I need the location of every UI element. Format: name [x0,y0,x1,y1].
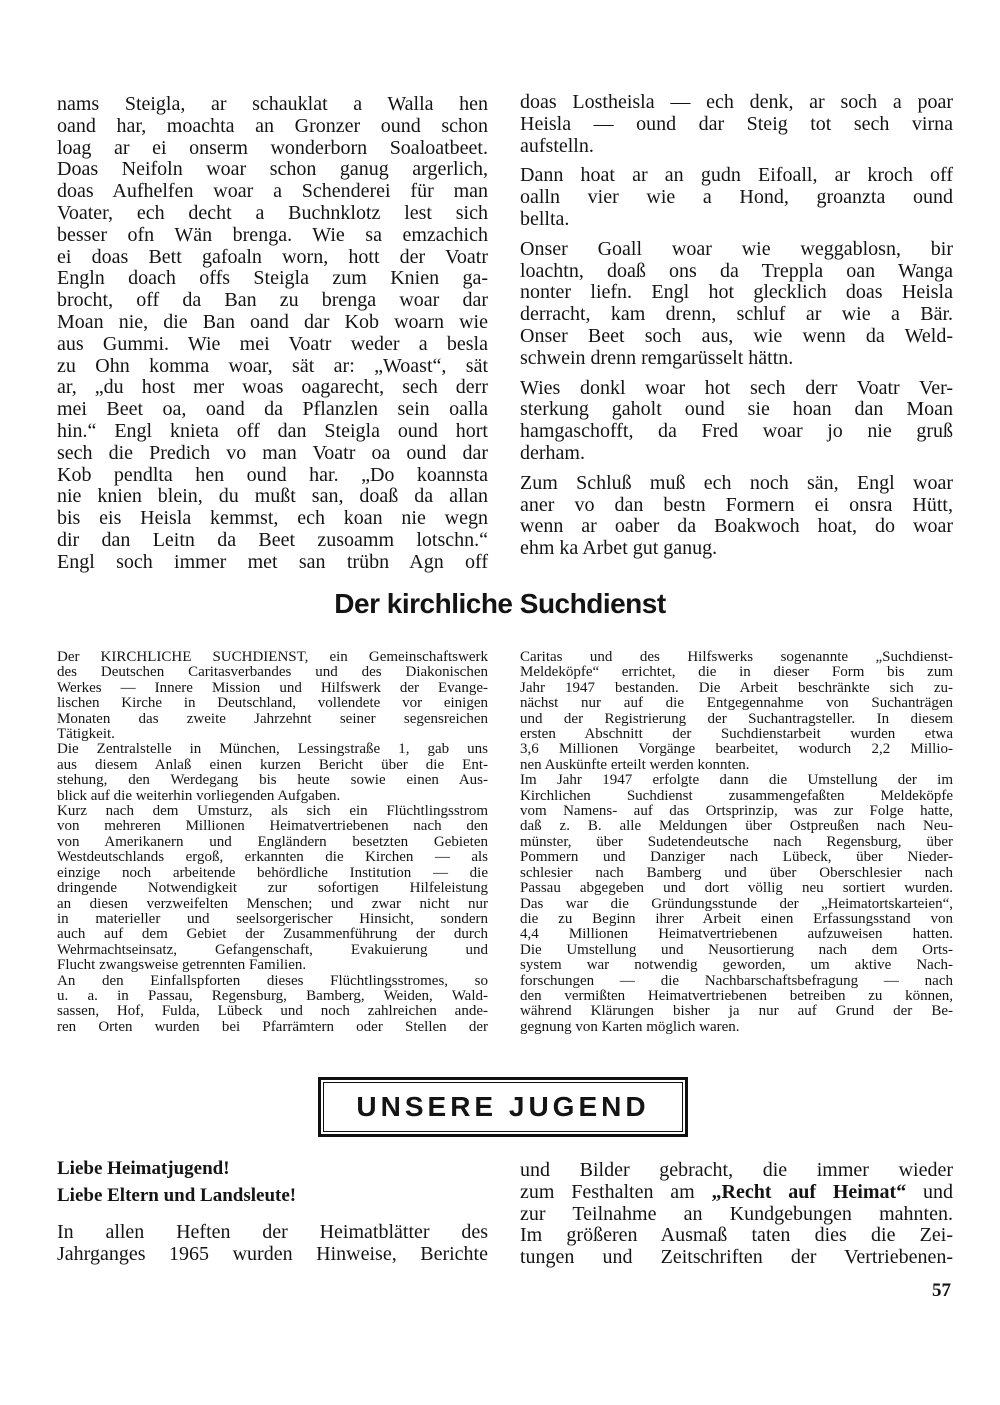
text-line: Voater, ech decht a Buchnklotz lest sich [57,201,488,224]
text-line: Kirchlichen Suchdienst zusammengefaßten Meldeköpfe [520,787,953,804]
paragraph [520,165,953,230]
paragraph [520,473,953,560]
greeting-heading: Liebe Eltern und Landsleute! [57,1185,297,1206]
text-line: sassen, Hof, Fulda, Lübeck und noch zahlreichen ande- [57,1003,488,1020]
paragraph [57,804,488,973]
text-line: in materieller und seelsorgerischer Hinsicht, sondern [57,910,488,927]
text-line: aus Gummi. Wie mei Voatr weder a besla [57,332,488,355]
text-line: Werkes — Innere Mission und Hilfswerk der Evange- [57,679,488,696]
text-line: ehm ka Arbet gut ganug. [520,537,718,560]
text-line: ren Orten wurden bei Pfarrämtern oder Stellen der [57,1018,488,1035]
text-line: oalln vier wie a Hond, groanzta ound [520,186,953,209]
text-line: dringende Notwendigkeit zur sofortigen Hilfeleistung [57,880,488,897]
paragraph [57,1222,488,1266]
text-line: doas Lostheisla — ech denk, ar soch a poar [520,91,953,113]
text-line: 3,6 Millionen Vorgänge bearbeitet, wodurch 2,2 Millio- [520,741,953,758]
text-line: Flucht zwangsweise getrennten Familien. [57,957,307,974]
text-line: An den Einfallspforten dieses Flüchtlingsstromes, so [57,972,488,989]
text-line: des Deutschen Caritasverbandes und des Diakonischen [57,664,488,681]
text-line: Moan nie, die Ban oand dar Kob woarn wie [57,310,488,333]
text-fragment: zum Festhalten am [520,1180,712,1203]
text-line: hamgaschofft, da Fred woar jo nie gruß [520,420,953,443]
text-line: ei doas Bett gafoaln worn, hott der Voatr [57,245,488,268]
emphasis-text: „Recht auf Heimat“ [711,1180,907,1203]
text-line: schlesier nach Bamberg und über Oberschlesier nach [520,864,953,881]
paragraph [57,94,488,574]
text-line: Die Umstellung und Neusortierung nach dem Orts- [520,941,953,958]
text-line: nächst nur auf die Entgegennahme von Suchanträgen [520,695,953,712]
text-line: münster, über Sudetendeutsche nach Regensburg, über [520,833,953,850]
text-line: daß z. B. alle Meldungen über Ostpreußen nach Neu- [520,818,953,835]
text-line: wenn ar oaber da Boakwoch hoat, do woar [520,515,953,538]
paragraph [57,742,488,804]
text-line: nams Steigla, ar schauklat a Walla hen [57,93,488,115]
text-line: derracht, kam drenn, schluf ar wie a Bär. [520,303,953,326]
text-line: während Klärungen bisher ja nur auf Grund der Be- [520,1003,953,1020]
text-line: Meldeköpfe“ errichtet, die in dieser Form bis zum [520,664,953,681]
text-line: stehung, den Werdegang bis heute sowie einen Aus- [57,772,488,789]
suchdienst-left-column [57,650,488,1035]
text-line: und Bilder gebracht, die immer wieder [520,1159,953,1181]
text-line: besser ofn Wän brenga. Wie sa emzachich [57,223,488,246]
text-line: Jahrganges 1965 wurden Hinweise, Berichte [57,1242,488,1265]
text-line: an diesen verzweifelten Menschen; und zwar nicht nur [57,895,488,912]
text-line: In allen Heften der Heimatblätter des [57,1221,488,1243]
paragraph [520,92,953,157]
paragraph [520,239,953,370]
text-line: Westdeutschlands ergoß, erkannten die Kirchen — als [57,849,488,866]
text-line: bis eis Heisla kemmst, ech koan nie wegn [57,507,488,530]
text-line: Kurz nach dem Umsturz, als sich ein Flüchtlingsstrom [57,803,488,820]
text-line: ersten Abschnitt der Suchdienstarbeit wurden etwa [520,726,953,743]
paragraph [520,773,953,1035]
text-line: Passau abgegeben und dort völlig neu sortiert wurden. [520,880,953,897]
jugend-right-column [520,1160,953,1269]
text-fragment: und [906,1180,954,1203]
text-line: zu Ohn komma woar, sät ar: „Woast“, sät [57,354,488,377]
text-line: doas Aufhelfen woar a Schenderei für man [57,180,488,203]
text-line: nonter liefn. Engl hot glecklich doas Heisla [520,281,953,304]
text-line: schwein drenn remgarüsselt hättn. [520,346,794,369]
text-line: Onser Goall woar wie weggablosn, bir [520,237,953,260]
suchdienst-right-column [520,650,953,1035]
text-line: von mehreren Millionen Heimatvertriebenen nach den [57,818,488,835]
section-banner-text: UNSERE JUGEND [356,1091,650,1122]
text-line: zur Teilnahme an Kundgebungen mahnten. [520,1202,953,1225]
text-line: tungen und Zeitschriften der Vertriebenen- [520,1246,953,1269]
text-line: Engln doach offs Steigla zum Knien ga- [57,267,488,290]
text-line: Kob pendlta hen ound har. „Do koannsta [57,463,488,486]
paragraph [520,650,953,773]
text-line: Engl soch immer met san trübn Agn off [57,550,488,573]
text-line: Pommern und Danziger nach Lübeck, über Nieder- [520,849,953,866]
text-line: bellta. [520,207,570,230]
article-title: Der kirchliche Suchdienst [334,588,666,619]
text-line: Dann hoat ar an gudn Eifoall, ar kroch off [520,164,953,187]
dialect-story-left-column [57,94,488,582]
text-line: Heisla — ound dar Steig tot sech virna [520,112,953,135]
text-line: Monaten das zweite Jahrzehnt seiner segensreichen [57,710,488,727]
text-line: Der KIRCHLICHE SUCHDIENST, ein Gemeinschaftswerk [57,649,488,665]
text-line: derham. [520,441,585,464]
paragraph [520,378,953,465]
text-line: dir dan Leitn da Beet zusoamm lotschn.“ [57,528,488,551]
text-line: den vermißten Heimatvertriebenen betreiben zu können, [520,987,953,1004]
text-line: 4,4 Millionen Heimatvertriebenen aufzuweisen hatten. [520,926,953,943]
paragraph [57,974,488,1036]
text-line: system war notwendig geworden, um aktive Nach- [520,957,953,974]
section-banner [318,1077,688,1137]
text-line [520,1182,953,1204]
text-line: forschungen — die Nachbarschaftsbefragung — nach [520,972,953,989]
text-line: nen Auskünfte erteilt werden konnten. [520,756,750,773]
text-line: Zum Schluß muß ech noch sän, Engl woar [520,471,953,494]
text-line: einzige noch arbeitende behördliche Institution — die [57,864,488,881]
text-line: Im Jahr 1947 erfolgte dann die Umstellung der im [520,772,953,789]
text-line: hin.“ Engl knieta off dan Steigla ound hort [57,419,488,442]
text-line: loachtn, doaß ons da Treppla oan Wanga [520,259,953,282]
text-line: von Amerikanern und Engländern besetzten Gebieten [57,833,488,850]
text-line: loag ar ei onserm wonderborn Soaloatbeet. [57,136,488,159]
text-line: vom Namens- auf das Ortsprinzip, was zur Folge hatte, [520,803,953,820]
text-line: oand har, moachta an Gronzer ound schon [57,114,488,137]
text-line: Das war die Gründungsstunde der „Heimatortskarteien“, [520,895,953,912]
page-number: 57 [932,1280,951,1301]
text-line: Caritas und des Hilfswerks sogenannte „Suchdienst- [520,649,953,665]
text-line: aus diesem Anlaß einen kurzen Bericht über die Ent- [57,756,488,773]
jugend-left-column [57,1222,488,1274]
text-line: Wies donkl woar hot sech derr Voatr Ver- [520,376,953,399]
paragraph [57,650,488,742]
text-line: sterkung gaholt ound sie hoan dan Moan [520,398,953,421]
greeting-heading: Liebe Heimatjugend! [57,1158,230,1179]
text-line: Doas Neifoln woar schon ganug argerlich, [57,158,488,181]
text-line: aufstelln. [520,134,594,157]
text-line: Im größeren Ausmaß taten dies die Zei- [520,1224,953,1247]
text-line: lischen Kirche in Deutschland, vollendete vor einigen [57,695,488,712]
text-line: mei Beet oa, oand da Pflanzlen sein oalla [57,398,488,421]
text-line: sech die Predich vo man Voatr oa ound dar [57,441,488,464]
text-line: Onser Beet soch aus, wie wenn da Weld- [520,324,953,347]
text-line: Jahr 1947 bestanden. Die Arbeit beschränkte sich zu- [520,679,953,696]
text-line: aner vo dan bestn Formern ei onsra Hütt, [520,493,953,516]
text-line: brocht, off da Ban zu brenga woar dar [57,289,488,312]
text-line: Die Zentralstelle in München, Lessingstraße 1, gab uns [57,741,488,758]
text-line: Tätigkeit. [57,726,115,743]
text-line: Wehrmachtseinsatz, Gefangenschaft, Evakuierung und [57,941,488,958]
text-line: u. a. in Passau, Regensburg, Bamberg, Weiden, Wald- [57,987,488,1004]
text-line: die zu Beginn ihrer Arbeit einen Erfassungsstand von [520,910,953,927]
dialect-story-right-column [520,92,953,568]
text-line: und der Registrierung der Suchantragsteller. In diesem [520,710,953,727]
text-line: nie knien blein, du mußt san, doaß da allan [57,485,488,508]
text-line: blick auf die weiterhin vorliegenden Aufgaben. [57,787,341,804]
text-line: gegnung von Karten möglich waren. [520,1018,740,1035]
text-line: auch auf dem Gebiet der Zusammenführung der durch [57,926,488,943]
text-line: ar, „du host mer woas oagarecht, sech derr [57,376,488,399]
